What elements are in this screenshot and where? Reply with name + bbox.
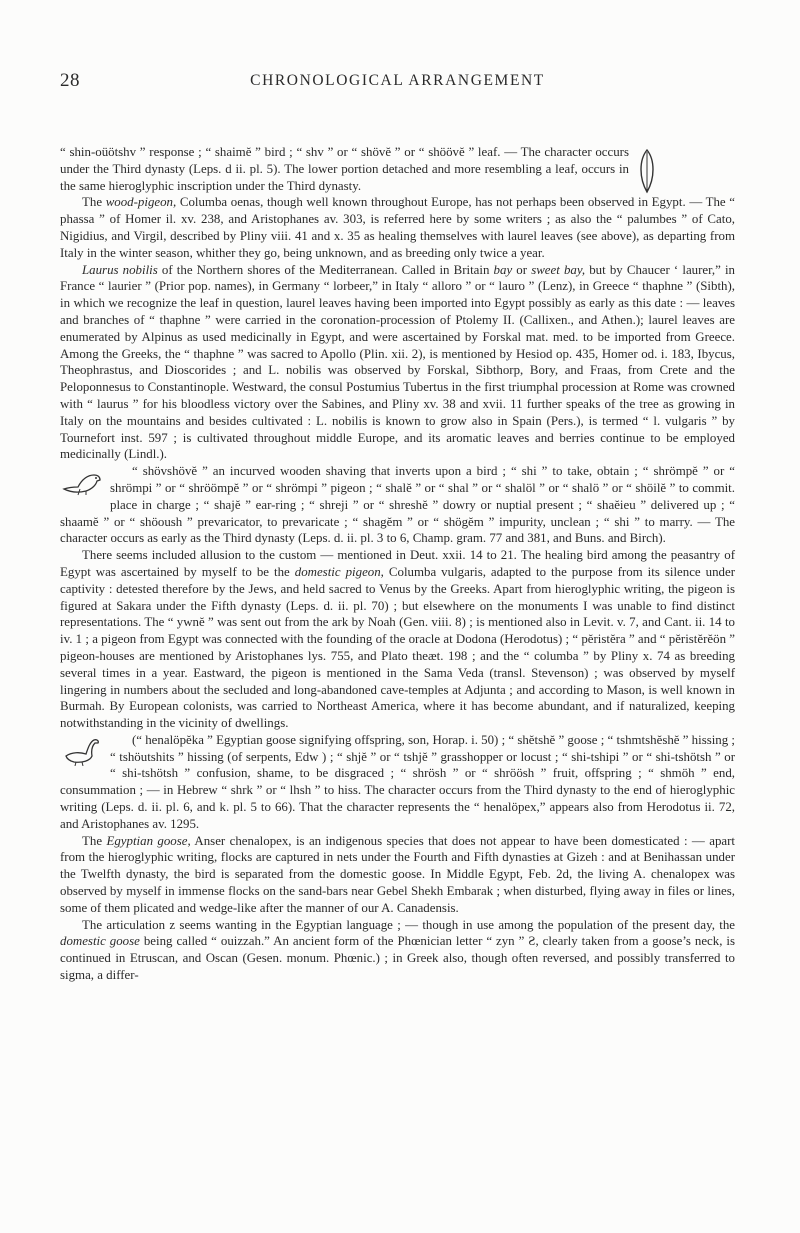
italic-term: domestic pigeon, bbox=[294, 564, 384, 579]
paragraph-goose-glyph bbox=[60, 732, 735, 833]
italic-term: domestic goose bbox=[60, 934, 140, 949]
running-title: CHRONOLOGICAL ARRANGEMENT bbox=[250, 72, 545, 89]
text-run: Anser chenalopex, is an indigenous species that does not appear to have been domesticated : — apart from the hieroglyphic writing, flocks are captured in nets under the Fourth and Fifth dynasties at Gizeh : and at Benihassan under the Twelfth dynasty, the bird is separated from the domestic goose. In Middle Egypt, Feb. 2d, the living A. chenalopex was observed by myself in immense flocks on the sand-bars near Gebel Shekh Embarak ; when disturbed, flying away in files or lines, some of them plicated and wedge-like after the manner of our A. Canadensis. bbox=[60, 833, 736, 915]
paragraph-text: (“ henalöpĕka ” Egyptian goose signifying offspring, son, Horap. i. 50) ; “ shĕtshĕ ” goose ; “ tshmtshĕshĕ ” hissing ; “ tshöutshits ” hissing (of serpents, Edw ) ; “ shjĕ ” or “ tshjĕ ” grasshopper or locust ; “ shi-tshipi ” or “ shi-tshötsh ” or “ shi-tshötsh ” confusion, shame, to be disgraced ; “ shrösh ” or “ shröösh ” fruit, offspring ; “ shmöh ” end, consummation ; — in Hebrew “ shrk ” or “ lhsh ” to hiss. The character occurs from the Third dynasty to the end of hieroglyphic writing (Leps. d. ii. pl. 6, and k. pl. 5 to 66). That the character represents the “ henalöpex,” appears also from Herodotus ii. 72, and Aristophanes av. 1295. bbox=[60, 732, 736, 831]
paragraph-text: “ shin-oüötshv ” response ; “ shaimĕ ” bird ; “ shv ” or “ shövĕ ” or “ shöövĕ ” leaf. — The character occurs under the Third dynasty (Leps. d ii. pl. 5). The lower portion detached and more resembling a leaf, occurs in the same hieroglyphic inscription under the Third dynasty. bbox=[60, 145, 629, 193]
italic-term: sweet bay, bbox=[531, 262, 586, 277]
italic-term: wood-pigeon, bbox=[105, 195, 177, 210]
paragraph-egyptian-goose bbox=[60, 833, 735, 917]
paragraph-articulation-z bbox=[60, 917, 735, 984]
text-run: of the Northern shores of the Mediterranean. Called in Britain bbox=[157, 262, 494, 277]
italic-term: Laurus nobilis bbox=[82, 262, 158, 277]
text-run: but by Chaucer ‘ laurer,” in France “ laurier ” (Prior pop. names), in Germany “ lorbeer,” in Italy “ alloro ” or “ lauro ” (Lenz), in Greece “ thaphne ” (Sibth), in which we recognize the leaf in question, laurel leaves having been imported into Egypt possibly as early as this date : — leaves and branches of “ thaphne ” were carried in the coronation-procession of Ptolemy II. (Callixen., and Athen.); laurel leaves are enumerated by Alpinus as used medicinally in Egypt, and were ascertained by Forskal mat. med. to be imported from Greece. Among the Greeks, the “ thaphne ” was sacred to Apollo (Plin. xii. 2), is mentioned by Hesiod op. 435, Homer od. i. 183, Ibycus, Theophrastus, and Dioscorides ; and L. nobilis was observed by Forskal, Sibthorp, Bory, and Fraas, from Crete and the Peloponnesus to Constantinople. Westward, the consul Postumius Tubertus in the first triumphal procession at Rome was crowned with “ laurus ” for his bloodless victory over the Sabines, and Pliny xv. 38 and xvii. 11 further speaks of the tree as growing in Italy on the mountains and besides cultivated : L. nobilis is known to grow also in Spain (Pers.), is termed “ l. vulgaris ” by Tournefort inst. 597 ; is cultivated throughout middle Europe, and its aromatic leaves and berries continue to be employed medicinally (Lindl.). bbox=[60, 262, 736, 462]
text-run: The bbox=[82, 195, 106, 210]
page-number: 28 bbox=[60, 70, 80, 91]
text-run: or bbox=[512, 262, 532, 277]
paragraph-laurus bbox=[60, 262, 735, 464]
italic-term: Egyptian goose, bbox=[106, 833, 191, 848]
text-run: Columba vulgaris, adapted to the purpose from its silence under captivity : detested therefore by the Jews, and held sacred to Venus by the Greeks. Apart from hieroglyphic writing, the pigeon is figured at Sakara under the Fifth dynasty (Leps. d. ii. pl. 70) ; but elsewhere on the monuments I was unable to find distinct representations. The “ ywnĕ ” was sent out from the ark by Noah (Gen. viii. 8) ; is mentioned also in Levit. v. 7, and Cant. ii. 14 to iv. 1 ; a pigeon from Egypt was connected with the founding of the oracle at Dodona (Herodotus) ; “ pĕristĕra ” and “ pĕristĕrĕön ” pigeon-houses are mentioned by Aristophanes lys. 755, and Plato theæt. 198 ; and the “ columba ” by Pliny x. 74 as breeding several times in a year. Eastward, the pigeon is mentioned in the Sama Veda (transl. Stevenson) ; was observed by myself lingering in numbers about the secluded and long-abandoned cave-temples at Adjunta ; and according to Mason, is well known in Burmah. By European colonists, was carried to Northeast America, where it has become abundant, and if naturalized, keeping notwithstanding in the vicinity of dwellings. bbox=[60, 564, 735, 731]
paragraph-wood-pigeon bbox=[60, 194, 735, 261]
feather-icon bbox=[635, 146, 735, 194]
pigeon-icon bbox=[60, 465, 104, 497]
paragraph-pigeon-glyph bbox=[60, 463, 735, 547]
page-body bbox=[60, 144, 735, 984]
paragraph-feather-glyph bbox=[60, 144, 735, 194]
text-run: There seems included allusion to the custom — mentioned in Deut. xxii. 14 to 21. The healing bird among the peasantry of Egypt was ascertained by myself to be the bbox=[60, 548, 735, 579]
text-run: The articulation z seems wanting in the Egyptian language ; — though in use among the population of the present day, the bbox=[82, 917, 735, 932]
text-run: Columba oenas, though well known throughout Europe, has not perhaps been observed in Egypt. — The “ phassa ” of Homer il. xv. 238, and Aristophanes av. 303, is referred here by some writers ; as also the “ palumbes ” of Cato, Nigidius, and Virgil, described by Pliny viii. 41 and x. 35 as healing themselves with laurel leaves (see above), as departing from Italy in the winter season, whither they go, being unknown, and as breeding only twice a year. bbox=[60, 195, 736, 260]
paragraph-text: “ shövshövĕ ” an incurved wooden shaving that inverts upon a bird ; “ shi ” to take, obtain ; “ shrömpĕ ” or “ shrömpi ” or “ shröömpĕ ” or “ shrömpi ” pigeon ; “ shalĕ ” or “ shal ” or “ shalöl ” or “ shalö ” or “ shöilĕ ” to commit. place in charge ; “ shajĕ ” ear-ring ; “ shreji ” or “ shreshĕ ” dowry or nuptial present ; “ shaĕieu ” delivered up ; “ shaamĕ ” or “ shöoush ” prevaricator, to prevaricate ; “ shagĕm ” or “ shögĕm ” impurity, unclean ; “ shi ” to marry. — The character occurs as early as the Third dynasty (Leps. d. ii. pl. 3 to 6, Champ. gram. 77 and 381, and Buns. and Birch). bbox=[60, 464, 735, 546]
text-run: The bbox=[82, 833, 107, 848]
page-header bbox=[60, 70, 735, 96]
goose-icon bbox=[60, 734, 104, 766]
text-run: being called “ ouizzah.” An ancient form of the Phœnician letter “ zyn ” Ƨ, clearly taken from a goose’s neck, is continued in Etruscan, and Oscan (Gesen. monum. Phœnic.) ; in Greek also, though often reversed, and possibly transferred to sigma, a differ- bbox=[60, 934, 736, 983]
italic-term: bay bbox=[493, 262, 513, 277]
paragraph-domestic-pigeon bbox=[60, 547, 735, 732]
